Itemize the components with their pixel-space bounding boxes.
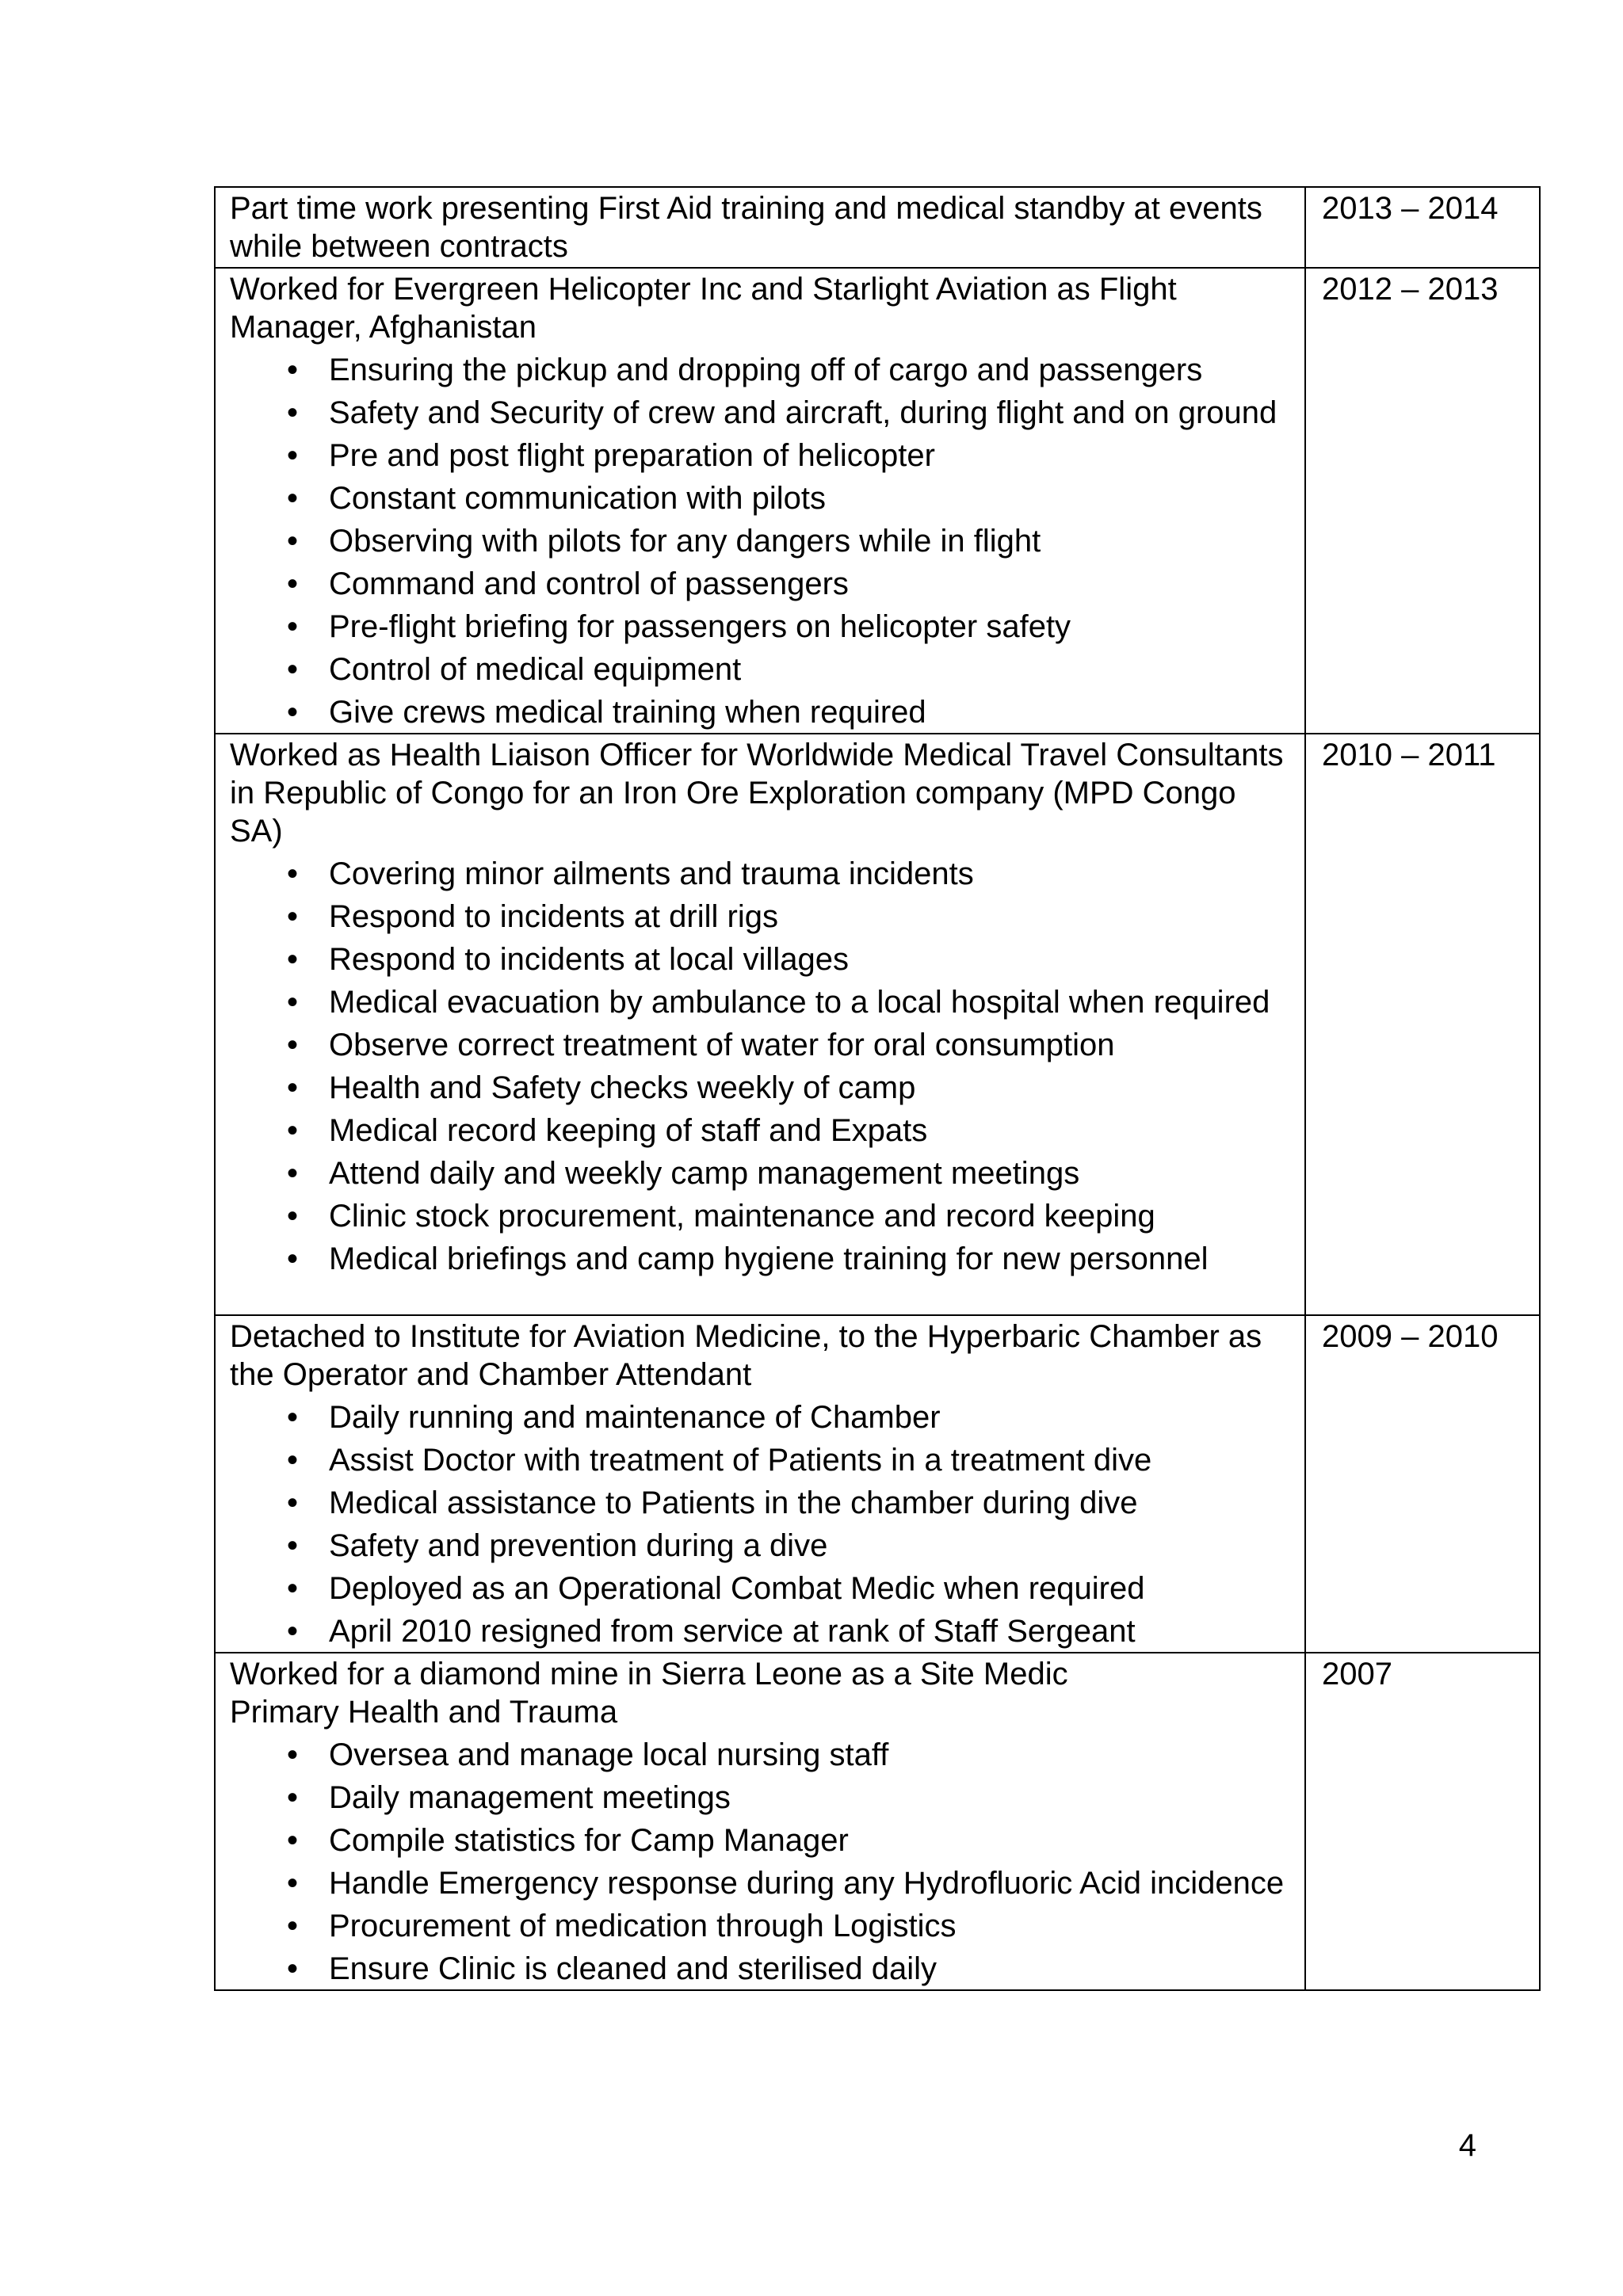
job-subtitle: Primary Health and Trauma [230, 1695, 618, 1730]
table-row [215, 734, 1540, 1315]
duty-text: Oversea and manage local nursing staff [329, 1737, 889, 1772]
bullet-icon: • [287, 524, 299, 559]
bullet-icon: • [287, 1028, 299, 1062]
list-item [230, 1154, 1292, 1192]
duties-list [230, 351, 1292, 731]
duties-list [230, 1736, 1292, 1988]
duty-text: Ensuring the pickup and dropping off of cargo and passengers [329, 353, 1203, 387]
bullet-icon: • [287, 985, 299, 1020]
job-title: Worked for Evergreen Helicopter Inc and Starlight Aviation as Flight Manager, Afghanistan [230, 272, 1177, 345]
job-dates-cell: 2009 – 2010 [1305, 1315, 1540, 1653]
bullet-icon: • [287, 1486, 299, 1520]
duty-text: Handle Emergency response during any Hydrofluoric Acid incidence [329, 1866, 1285, 1901]
duty-text: Observe correct treatment of water for oral consumption [329, 1028, 1115, 1062]
list-item [230, 1527, 1292, 1565]
duty-text: Constant communication with pilots [329, 481, 826, 516]
duty-text: Attend daily and weekly camp management meetings [329, 1156, 1080, 1191]
bullet-icon: • [287, 652, 299, 687]
job-description-cell [215, 734, 1305, 1315]
bullet-icon: • [287, 1571, 299, 1606]
list-item [230, 1950, 1292, 1988]
job-description-cell [215, 1315, 1305, 1653]
job-description-cell [215, 1653, 1305, 1990]
bullet-icon: • [287, 1199, 299, 1234]
job-description-cell [215, 268, 1305, 734]
job-title: Worked for a diamond mine in Sierra Leone as a Site Medic [230, 1657, 1068, 1691]
list-item [230, 940, 1292, 978]
bullet-icon: • [287, 1156, 299, 1191]
duty-text: Medical assistance to Patients in the chamber during dive [329, 1486, 1138, 1520]
list-item [230, 1112, 1292, 1150]
duty-text: Covering minor ailments and trauma incidents [329, 856, 974, 891]
list-item [230, 351, 1292, 389]
list-item [230, 1026, 1292, 1064]
list-item [230, 522, 1292, 560]
list-item [230, 479, 1292, 517]
list-item [230, 1484, 1292, 1522]
job-title: Worked as Health Liaison Officer for Worldwide Medical Travel Consultants in Republic of Congo for an Iron Ore Exploration company (MPD Congo SA) [230, 738, 1284, 849]
duty-text: Safety and Security of crew and aircraft, during flight and on ground [329, 395, 1277, 430]
duty-text: Medical briefings and camp hygiene training for new personnel [329, 1241, 1209, 1276]
duty-text: Command and control of passengers [329, 566, 849, 601]
bullet-icon: • [287, 1866, 299, 1901]
duty-text: Medical evacuation by ambulance to a local hospital when required [329, 985, 1270, 1020]
bullet-icon: • [287, 1951, 299, 1986]
cell-spacer [230, 1278, 1292, 1313]
list-item [230, 1864, 1292, 1902]
duty-text: Safety and prevention during a dive [329, 1528, 828, 1563]
list-item [230, 394, 1292, 432]
duty-text: April 2010 resigned from service at rank of Staff Sergeant [329, 1614, 1136, 1649]
duty-text: Pre and post flight preparation of helicopter [329, 438, 935, 473]
list-item [230, 1612, 1292, 1650]
duties-list [230, 855, 1292, 1278]
job-title: Part time work presenting First Aid training and medical standby at events while between contracts [230, 191, 1262, 264]
duty-text: Assist Doctor with treatment of Patients in a treatment dive [329, 1443, 1152, 1478]
job-dates-cell: 2012 – 2013 [1305, 268, 1540, 734]
bullet-icon: • [287, 1400, 299, 1435]
list-item [230, 1907, 1292, 1945]
duty-text: Pre-flight briefing for passengers on helicopter safety [329, 609, 1071, 644]
list-item [230, 1069, 1292, 1107]
duties-list [230, 1398, 1292, 1650]
list-item [230, 1821, 1292, 1859]
bullet-icon: • [287, 395, 299, 430]
list-item [230, 1197, 1292, 1235]
bullet-icon: • [287, 856, 299, 891]
job-title: Detached to Institute for Aviation Medicine, to the Hyperbaric Chamber as the Operator and Chamber Attendant [230, 1319, 1262, 1392]
duty-text: Compile statistics for Camp Manager [329, 1823, 849, 1858]
list-item [230, 1736, 1292, 1774]
bullet-icon: • [287, 1443, 299, 1478]
bullet-icon: • [287, 1113, 299, 1148]
list-item [230, 608, 1292, 646]
table-row [215, 1653, 1540, 1990]
bullet-icon: • [287, 481, 299, 516]
bullet-icon: • [287, 899, 299, 934]
list-item [230, 1398, 1292, 1436]
list-item [230, 1441, 1292, 1479]
duty-text: Clinic stock procurement, maintenance and record keeping [329, 1199, 1155, 1234]
list-item [230, 1569, 1292, 1608]
list-item [230, 650, 1292, 688]
duty-text: Ensure Clinic is cleaned and sterilised daily [329, 1951, 938, 1986]
employment-history-table [214, 186, 1541, 1991]
list-item [230, 693, 1292, 731]
bullet-icon: • [287, 1823, 299, 1858]
job-dates-cell: 2007 [1305, 1653, 1540, 1990]
bullet-icon: • [287, 609, 299, 644]
bullet-icon: • [287, 1780, 299, 1815]
bullet-icon: • [287, 1241, 299, 1276]
list-item [230, 1240, 1292, 1278]
bullet-icon: • [287, 942, 299, 977]
bullet-icon: • [287, 353, 299, 387]
list-item [230, 565, 1292, 603]
bullet-icon: • [287, 695, 299, 730]
duty-text: Respond to incidents at drill rigs [329, 899, 778, 934]
list-item [230, 983, 1292, 1021]
page-number: 4 [1458, 2128, 1476, 2163]
job-dates-cell: 2013 – 2014 [1305, 187, 1540, 268]
duty-text: Deployed as an Operational Combat Medic when required [329, 1571, 1145, 1606]
table-row [215, 187, 1540, 268]
duty-text: Give crews medical training when required [329, 695, 926, 730]
duty-text: Daily running and maintenance of Chamber [329, 1400, 941, 1435]
list-item [230, 1779, 1292, 1817]
bullet-icon: • [287, 1614, 299, 1649]
table-row [215, 1315, 1540, 1653]
bullet-icon: • [287, 1070, 299, 1105]
bullet-icon: • [287, 1737, 299, 1772]
duty-text: Health and Safety checks weekly of camp [329, 1070, 916, 1105]
list-item [230, 898, 1292, 936]
duty-text: Observing with pilots for any dangers while in flight [329, 524, 1041, 559]
bullet-icon: • [287, 1528, 299, 1563]
table-row [215, 268, 1540, 734]
list-item [230, 437, 1292, 475]
bullet-icon: • [287, 1909, 299, 1943]
duty-text: Medical record keeping of staff and Expats [329, 1113, 928, 1148]
duty-text: Daily management meetings [329, 1780, 731, 1815]
job-dates-cell: 2010 – 2011 [1305, 734, 1540, 1315]
bullet-icon: • [287, 438, 299, 473]
job-description-cell [215, 187, 1305, 268]
duty-text: Procurement of medication through Logistics [329, 1909, 957, 1943]
duty-text: Control of medical equipment [329, 652, 742, 687]
duty-text: Respond to incidents at local villages [329, 942, 849, 977]
bullet-icon: • [287, 566, 299, 601]
list-item [230, 855, 1292, 893]
